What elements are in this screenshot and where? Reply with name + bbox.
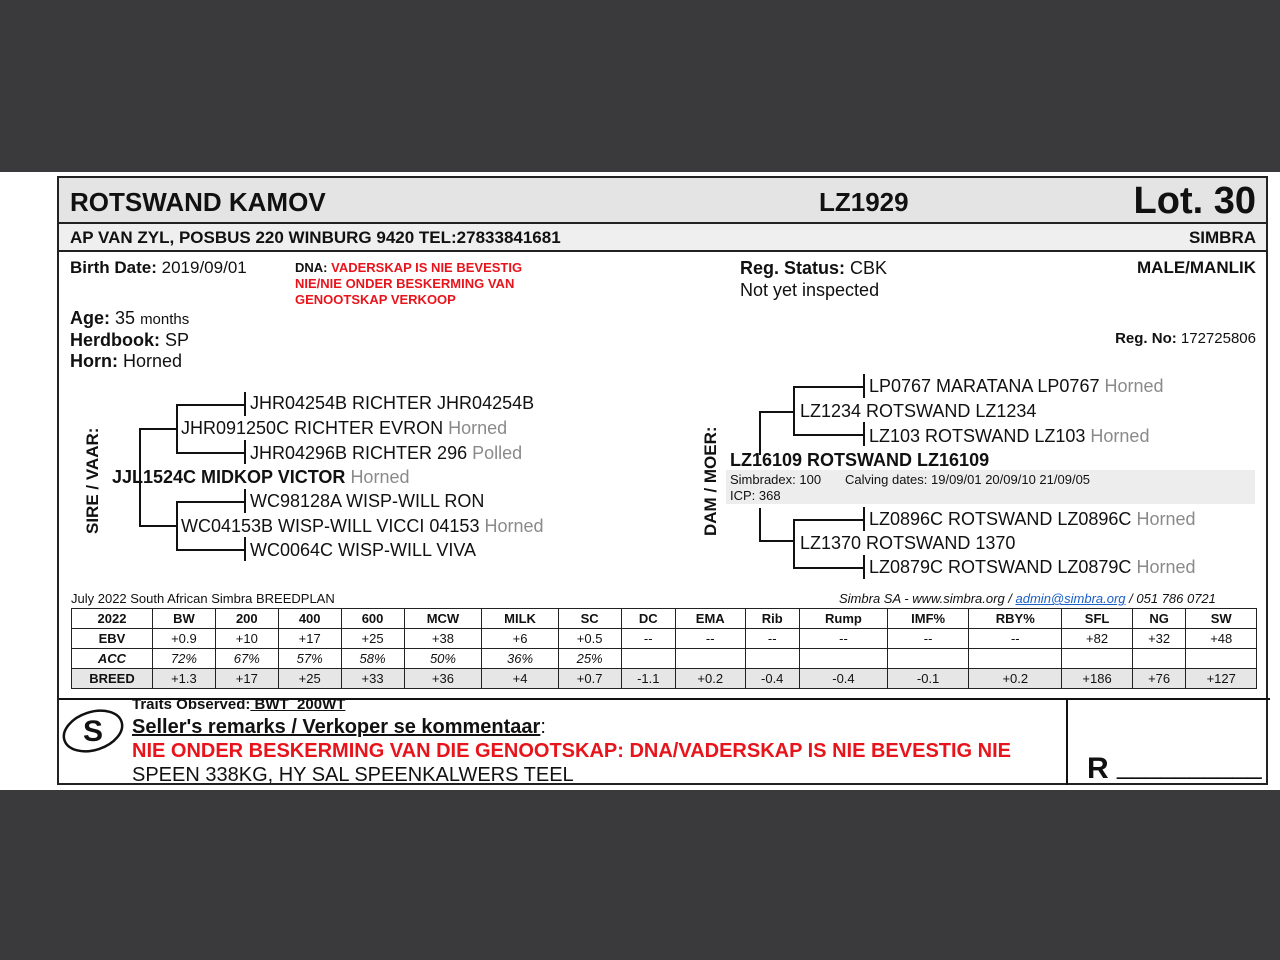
ebv-col-header: EMA — [675, 609, 745, 629]
sire-dam-dam: WC0064C WISP-WILL VIVA — [250, 540, 477, 560]
dam-dam-sire-name: LZ0896C ROTSWAND LZ0896C — [869, 509, 1132, 529]
ebv-cell: +32 — [1132, 629, 1186, 649]
ebv-cell: 58% — [341, 649, 404, 669]
dam-sire-sire-name: LP0767 MARATANA LP0767 — [869, 376, 1100, 396]
ebv-row-label: BREED — [72, 669, 153, 689]
sire-sire-dam — [250, 443, 522, 464]
ebv-cell: +48 — [1186, 629, 1257, 649]
sire-sire-bracket-top — [176, 404, 246, 406]
dam-sire: LZ1234 ROTSWAND LZ1234 — [800, 401, 1037, 421]
ebv-cell: 57% — [278, 649, 341, 669]
ebv-col-header: MILK — [482, 609, 558, 629]
sire-sire-dam-horn: Polled — [472, 443, 523, 463]
sire-sire-bracket-v — [176, 404, 178, 454]
price-label: R — [1087, 752, 1109, 785]
sire-heading: SIRE / VAAR: — [83, 427, 102, 534]
remarks-line-2: SPEEN 338KG, HY SAL SPEENKALWERS TEEL — [132, 764, 574, 786]
ebv-cell — [1062, 649, 1132, 669]
sire-sire-name: JHR091250C RICHTER EVRON — [181, 418, 444, 438]
simbra-logo-icon — [59, 705, 127, 757]
ebv-cell: +127 — [1186, 669, 1257, 689]
ebv-cell: +17 — [215, 669, 278, 689]
dam-bracket-bottom-h — [759, 540, 795, 542]
sire-name: JJL1524C MIDKOP VICTOR — [112, 467, 346, 487]
ebv-cell: -0.4 — [745, 669, 799, 689]
breedplan-contact — [839, 591, 1216, 606]
dam-name: LZ16109 ROTSWAND LZ16109 — [730, 450, 990, 470]
horn-value: Horned — [123, 351, 183, 371]
ebv-cell: -1.1 — [621, 669, 675, 689]
ebv-col-header: SC — [558, 609, 621, 629]
ebv-year-header: 2022 — [72, 609, 153, 629]
dam-dam-dam-tick — [863, 555, 865, 579]
ebv-cell — [969, 649, 1062, 669]
ebv-cell: +1.3 — [153, 669, 216, 689]
ebv-cell — [1186, 649, 1257, 669]
ebv-col-header: SW — [1186, 609, 1257, 629]
sire-sire-sire-tick — [244, 392, 246, 416]
dna-status — [295, 260, 522, 308]
owner-bar — [59, 224, 1266, 252]
dam-sire-sire-tick — [863, 374, 865, 398]
sire-dam — [181, 516, 544, 537]
ebv-cell: +25 — [341, 629, 404, 649]
reg-status-value: CBK — [850, 258, 888, 278]
sire-sire-horn: Horned — [448, 418, 508, 438]
ebv-col-header: IMF% — [887, 609, 968, 629]
ebv-row-label: EBV — [72, 629, 153, 649]
sire-bracket-bottom — [139, 525, 178, 527]
sire-dam-name: WC04153B WISP-WILL VICCI 04153 — [181, 516, 480, 536]
sire — [112, 467, 409, 488]
horn — [70, 351, 182, 372]
ebv-cell: +4 — [482, 669, 558, 689]
traits-observed — [132, 696, 345, 713]
sire-dam-sire: WC98128A WISP-WILL RON — [250, 491, 485, 511]
ebv-cell: -- — [969, 629, 1062, 649]
ebv-cell — [745, 649, 799, 669]
dam-sire-bracket-bottom — [793, 434, 865, 436]
ebv-cell: -- — [675, 629, 745, 649]
dam-bracket-bottom-v — [759, 508, 761, 542]
sire-dam-bracket-bottom — [176, 549, 246, 551]
dam-dam-dam-name: LZ0879C ROTSWAND LZ0879C — [869, 557, 1132, 577]
dam-sire-sire — [869, 376, 1164, 397]
ebv-row-ebv — [72, 629, 1257, 649]
ebv-row-breed — [72, 669, 1257, 689]
animal-name: ROTSWAND KAMOV — [70, 187, 326, 217]
svg-text:S: S — [82, 715, 104, 748]
sire-sire-dam-name: JHR04296B RICHTER 296 — [250, 443, 468, 463]
ebv-cell: +0.5 — [558, 629, 621, 649]
herdbook-label: Herdbook: — [70, 330, 160, 350]
dam-sire-dam-name: LZ103 ROTSWAND LZ103 — [869, 426, 1086, 446]
dam-dam-bracket-top — [793, 519, 865, 521]
age-value: 35 — [115, 308, 136, 328]
dam-dam-sire — [869, 509, 1196, 530]
dam-sire-dam-tick — [863, 422, 865, 446]
dna-label: DNA: — [295, 260, 328, 275]
lot-card — [57, 176, 1268, 785]
traits-value: BWT 200WT — [250, 696, 346, 713]
dna-line-2: NIE/NIE ONDER BESKERMING VAN — [295, 276, 515, 291]
ebv-cell — [1132, 649, 1186, 669]
ebv-cell: +6 — [482, 629, 558, 649]
ebv-col-header: 200 — [215, 609, 278, 629]
ebv-col-header: Rump — [799, 609, 887, 629]
sire-dam-dam-tick — [244, 537, 246, 561]
ebv-col-header: 400 — [278, 609, 341, 629]
lot-sheet — [0, 172, 1280, 790]
sire-bracket-top — [139, 428, 178, 430]
ebv-cell: +0.2 — [969, 669, 1062, 689]
dam-dam: LZ1370 ROTSWAND 1370 — [800, 533, 1016, 553]
ebv-header-row — [72, 609, 1257, 629]
reg-number — [1115, 330, 1256, 347]
ebv-cell: -0.1 — [887, 669, 968, 689]
sellers-remarks-colon: : — [540, 716, 546, 738]
dam-sire-sire-horn: Horned — [1104, 376, 1164, 396]
lot-number: Lot. 30 — [1133, 180, 1256, 222]
sire-horn: Horned — [350, 467, 410, 487]
ebv-col-header: NG — [1132, 609, 1186, 629]
sire-dam-horn: Horned — [484, 516, 544, 536]
ebv-cell: -- — [621, 629, 675, 649]
dam-heading: DAM / MOER: — [701, 426, 720, 536]
dam-sire-dam — [869, 426, 1149, 447]
sellers-remarks-heading: Seller's remarks / Verkoper se kommentaar — [132, 716, 541, 738]
ebv-cell: 72% — [153, 649, 216, 669]
dam-calving-dates: Calving dates: 19/09/01 20/09/10 21/09/05 — [845, 472, 1091, 487]
dam-dam-dam-horn: Horned — [1136, 557, 1196, 577]
ebv-cell: +82 — [1062, 629, 1132, 649]
animal-id: LZ1929 — [819, 187, 909, 217]
ebv-cell: +0.9 — [153, 629, 216, 649]
ebv-cell: +38 — [404, 629, 482, 649]
ebv-row-acc — [72, 649, 1257, 669]
ebv-cell: 67% — [215, 649, 278, 669]
dam-sire-dam-horn: Horned — [1090, 426, 1150, 446]
ebv-col-header: Rib — [745, 609, 799, 629]
sex-label: MALE/MANLIK — [1137, 258, 1256, 277]
birth-date — [70, 258, 247, 278]
reg-number-label: Reg. No: — [1115, 330, 1177, 347]
ebv-row-label: ACC — [72, 649, 153, 669]
reg-number-value: 172725806 — [1180, 330, 1256, 347]
ebv-cell: +76 — [1132, 669, 1186, 689]
sire-dam-sire-tick — [244, 489, 246, 513]
remarks-line-1: NIE ONDER BESKERMING VAN DIE GENOOTSKAP: DNA/VADERSKAP IS NIE BEVESTIG NIE — [132, 740, 1012, 762]
price-box-top — [1066, 698, 1270, 700]
sire-sire — [181, 418, 507, 439]
dam-dam-dam — [869, 557, 1196, 578]
contact-email-link[interactable]: admin@simbra.org — [1015, 591, 1126, 606]
ebv-col-header: SFL — [1062, 609, 1132, 629]
inspection-status: Not yet inspected — [740, 280, 880, 300]
breed-name: SIMBRA — [1188, 228, 1256, 247]
ebv-cell: +17 — [278, 629, 341, 649]
ebv-cell: +0.2 — [675, 669, 745, 689]
ebv-cell: +33 — [341, 669, 404, 689]
dam-icp: ICP: 368 — [730, 488, 781, 503]
contact-suffix: / 051 786 0721 — [1125, 591, 1216, 606]
age-unit: months — [140, 311, 190, 328]
ebv-cell: +10 — [215, 629, 278, 649]
reg-status — [740, 258, 887, 279]
horn-label: Horn: — [70, 351, 118, 371]
ebv-cell: -- — [887, 629, 968, 649]
herdbook — [70, 330, 189, 351]
ebv-cell: -- — [799, 629, 887, 649]
traits-label: Traits Observed: — [132, 696, 251, 713]
ebv-col-header: MCW — [404, 609, 482, 629]
ebv-cell: +25 — [278, 669, 341, 689]
dam-bracket-top-v — [759, 411, 761, 455]
dam-bracket-top-h — [759, 411, 795, 413]
ebv-cell: 36% — [482, 649, 558, 669]
reg-status-label: Reg. Status: — [740, 258, 846, 278]
dam-sire-bracket-v — [793, 386, 795, 436]
ebv-col-header: RBY% — [969, 609, 1062, 629]
ebv-cell: -0.4 — [799, 669, 887, 689]
dna-line-1: VADERSKAP IS NIE BEVESTIG — [331, 260, 523, 275]
age — [70, 308, 189, 329]
dam-dam-bracket-v — [793, 519, 795, 569]
sellers-remarks-title — [132, 716, 546, 739]
ebv-col-header: DC — [621, 609, 675, 629]
ebv-table — [71, 608, 1257, 689]
birth-date-value: 2019/09/01 — [161, 258, 247, 277]
owner-details: AP VAN ZYL, POSBUS 220 WINBURG 9420 TEL:27833841681 — [70, 228, 561, 247]
birth-date-label: Birth Date: — [70, 258, 157, 277]
ebv-cell: 50% — [404, 649, 482, 669]
contact-prefix: Simbra SA - www.simbra.org / — [839, 591, 1016, 606]
price-box-left — [1066, 698, 1068, 785]
dam-dam-bracket-bottom — [793, 567, 865, 569]
sire-sire-bracket-bottom — [176, 452, 246, 454]
herdbook-value: SP — [165, 330, 190, 350]
ebv-cell: +36 — [404, 669, 482, 689]
sire-sire-sire: JHR04254B RICHTER JHR04254B — [250, 393, 535, 413]
dam-sire-bracket-top — [793, 386, 865, 388]
title-bar — [59, 178, 1266, 224]
breedplan-title: July 2022 South African Simbra BREEDPLAN — [71, 591, 335, 606]
ebv-cell: +0.7 — [558, 669, 621, 689]
ebv-cell — [887, 649, 968, 669]
dam-dam-sire-tick — [863, 507, 865, 531]
ebv-cell: +186 — [1062, 669, 1132, 689]
ebv-col-header: BW — [153, 609, 216, 629]
ebv-cell: 25% — [558, 649, 621, 669]
ebv-cell — [675, 649, 745, 669]
ebv-cell — [621, 649, 675, 669]
age-label: Age: — [70, 308, 110, 328]
ebv-cell — [799, 649, 887, 669]
dna-line-3: GENOOTSKAP VERKOOP — [295, 292, 456, 307]
price-input-line[interactable]: __________ — [1117, 750, 1262, 780]
ebv-cell: -- — [745, 629, 799, 649]
sire-dam-bracket-top — [176, 501, 246, 503]
sire-sire-dam-tick — [244, 440, 246, 464]
dam-dam-sire-horn: Horned — [1136, 509, 1196, 529]
ebv-col-header: 600 — [341, 609, 404, 629]
dam-simbradex: Simbradex: 100 — [730, 472, 822, 487]
sire-dam-bracket-v — [176, 501, 178, 551]
